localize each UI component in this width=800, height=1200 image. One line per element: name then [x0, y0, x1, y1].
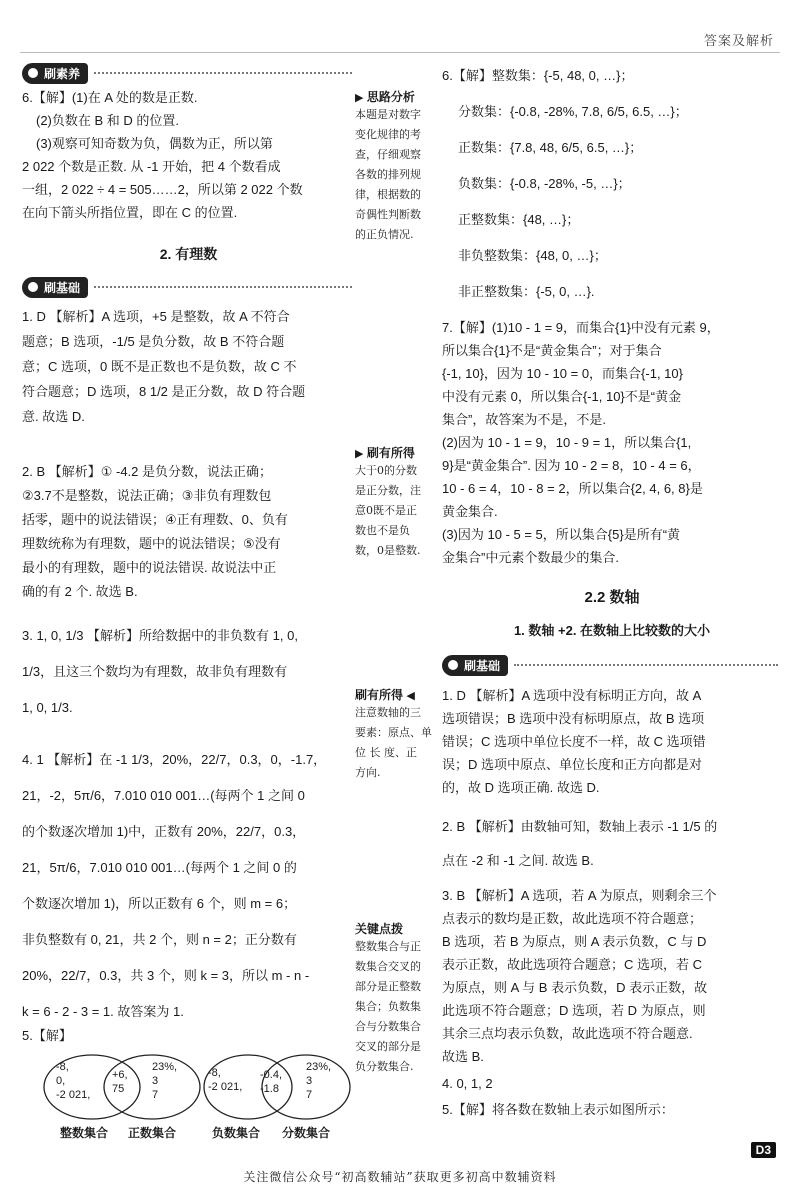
- arrow-icon: ▶: [355, 92, 364, 104]
- answer-q7: 7.【解】(1)10 - 1 = 9，而集合{1}中没有元素 9， 所以集合{1}不是“黄金集合”；对于集合 {-1, 10}，因为 10 - 10 = 0，而集合{-1, 10} 中没有元素 0，所以集合{-1, 10}不是“黄金 集合”，故答案为不是，不是. (2)因为 10 - 1 = 9，10 - 9 = 1，所以集合{1, 9}是“黄金集合”. 因为 10 - 2 = 8，10 - 4 = 6， 10 - 6 = 4，10 - 8 = 2，所以集合{2, 4, 6, 8}是 黄金集合. (3)因为 10 - 5 = 5，所以集合{5}是所有“黄 金集合”中元素个数最少的集合.: [442, 320, 720, 565]
- venn-diagram-integer-positive: [42, 1052, 202, 1142]
- set-label-left: 负数集合: [212, 1126, 261, 1140]
- set-label-right: 分数集合: [282, 1126, 331, 1140]
- venn-right-items: 23%, 3 7: [306, 1061, 332, 1101]
- page-number: D3: [751, 1142, 776, 1158]
- header-title: 答案及解析: [703, 33, 774, 48]
- answer-q3: 3. 1, 0, 1/3 【解析】所给数据中的非负数有 1, 0, 1/3，且这三个数均为有理数，故非负有理数有 1, 0, 1/3.: [22, 628, 298, 715]
- answer-q3-right: 3. B 【解析】A 选项，若 A 为原点，则剩余三个 点表示的数均是正数，故此选项不符合题意； B 选项，若 B 为原点，则 A 表示负数，C 与 D 表示正数，故此选项符合题意；C 选项，若 C 为原点，则 A 与 B 表示负数，D 表示正数，故 此选项不符合题意；D 选项，若 D 为原点，则 其余三点均表示负数，故此选项不符合题意. 故选 B.: [442, 888, 717, 1064]
- pen-icon: [446, 658, 460, 672]
- answer-q5-right: 5.【解】将各数在数轴上表示如图所示：: [442, 1102, 674, 1117]
- section-badge: 刷基础: [442, 655, 508, 676]
- badge-row-shuajichu: [442, 654, 778, 676]
- answer-q6-right: 6.【解】整数集：{-5, 48, 0, …}； 分数集：{-0.8, -28%, 7.8, 6/5, 6.5, …}； 正数集：{7.8, 48, 6/5, 6.5, …}； 负数集：{-0.8, -28%, -5, …}； 正整数集：{48, …}； 非负整数集：{48, 0, …}； 非正整数集：{-5, 0, …}.: [442, 68, 688, 299]
- venn-left-items: -8, 0, -2 021,: [56, 1061, 91, 1101]
- answer-q4: 4. 1 【解析】在 -1 1/3，20%，22/7，0.3，0，-1.7， 21，-2，5π/6，7.010 010 001…(每两个 1 之间 0 的个数逐次增加 1)中，正数有 20%，22/7，0.3， 21，5π/6，7.010 010 001…(每两个 1 之间 0 的 个数逐次增加 1)，所以正数有 6 个，则 m = 6； 非负整数有 0, 21，共 2 个，则 n = 2；正分数有 20%，22/7，0.3，共 3 个，则 k = 3，所以 m - n - k = 6 - 2 - 3 = 1. 故答案为 1.: [22, 752, 327, 1019]
- answer-q5: 5.【解】: [22, 1028, 72, 1043]
- set-label-right: 正数集合: [128, 1126, 177, 1140]
- arrow-icon: ◀: [406, 690, 415, 702]
- footer-text: 关注微信公众号“初高数辅站”获取更多初高中数辅资料: [243, 1170, 557, 1184]
- dotted-rule: [94, 72, 352, 74]
- page-header: [0, 0, 800, 56]
- note-takeaway-1: ▶ 刷有所得 大于0的分数 是正分数，注 意0既不是正 数也不是负 数，0是整数.: [355, 446, 421, 557]
- answer-q2-right: 2. B 【解析】由数轴可知，数轴上表示 -1 1/5 的 点在 -2 和 -1 之间. 故选 B.: [442, 819, 718, 868]
- section-title: 2.2 数轴: [584, 589, 640, 606]
- badge-row-shuasuyang: [22, 62, 352, 84]
- section-title: 2. 有理数: [159, 246, 218, 262]
- arrow-icon: ▶: [355, 448, 364, 460]
- pen-icon: [26, 280, 40, 294]
- venn-mid-items: +6, 75: [112, 1069, 128, 1095]
- dotted-rule: [514, 664, 778, 666]
- note-analysis: ▶ 思路分析 本题是对数字 变化规律的考 查，仔细观察 各数的排列规 律，根据数的 奇偶性判断数 的正负情况.: [355, 90, 421, 241]
- pen-icon: [26, 66, 40, 80]
- venn-diagram-negative-fraction: [202, 1052, 352, 1142]
- badge-row-shuajichu: [22, 276, 352, 298]
- answer-q4-right: 4. 0, 1, 2: [442, 1076, 493, 1091]
- answer-q2: 2. B 【解析】① -4.2 是负分数，说法正确； ②3.7不是整数，说法正确；③非负有理数包 括零，题中的说法错误；④正有理数、0、负有 理数统称为有理数，题中的说法错误；⑤没有 最小的有理数，题中的说法错误. 故说法中正 确的有 2 个. 故选 B.: [22, 464, 288, 599]
- header-rule: [20, 52, 780, 53]
- note-key-point: 关键点拨 整数集合与正 数集合交叉的 部分是正整数 集合；负数集 合与分数集合 交叉的部分是 负分数集合.: [355, 922, 421, 1073]
- answer-q1: 1. D 【解析】A 选项，+5 是整数，故 A 不符合 题意；B 选项，-1/5 是负分数，故 B 不符合题 意；C 选项，0 既不是正数也不是负数，故 C 不 符合题意；D 选项，8 1/2 是正分数，故 D 符合题 意. 故选 D.: [22, 309, 306, 424]
- subsection-title: 1. 数轴 +2. 在数轴上比较数的大小: [513, 623, 711, 638]
- answer-q6-left: 6.【解】(1)在 A 处的数是正数. (2)负数在 B 和 D 的位置. (3)观察可知奇数为负，偶数为正，所以第 2 022 个数是正数. 从 -1 开始，把 4 个数看成 一组，2 022 ÷ 4 = 505……2，所以第 2 022 个数 在向下箭头所指位置，即在 C 的位置.: [22, 90, 303, 220]
- set-label-left: 整数集合: [60, 1126, 109, 1140]
- section-badge: 刷基础: [22, 277, 88, 298]
- venn-left-items: -8, -2 021,: [208, 1067, 243, 1093]
- note-takeaway-2: 刷有所得 ◀ 注意数轴的三 要素：原点、单 位 长 度、正 方向.: [355, 688, 432, 779]
- venn-right-items: 23%, 3 7: [152, 1061, 178, 1101]
- dotted-rule: [94, 286, 352, 288]
- venn-mid-items: -0.4, -1.8: [260, 1069, 283, 1095]
- section-badge: 刷素养: [22, 63, 88, 84]
- answer-q1-right: 1. D 【解析】A 选项中没有标明正方向，故 A 选项错误；B 选项中没有标明原点，故 B 选项 错误；C 选项中单位长度不一样，故 C 选项错 误；D 选项中原点、单位长度和正方向都是对 的，故 D 选项正确. 故选 D.: [442, 688, 706, 795]
